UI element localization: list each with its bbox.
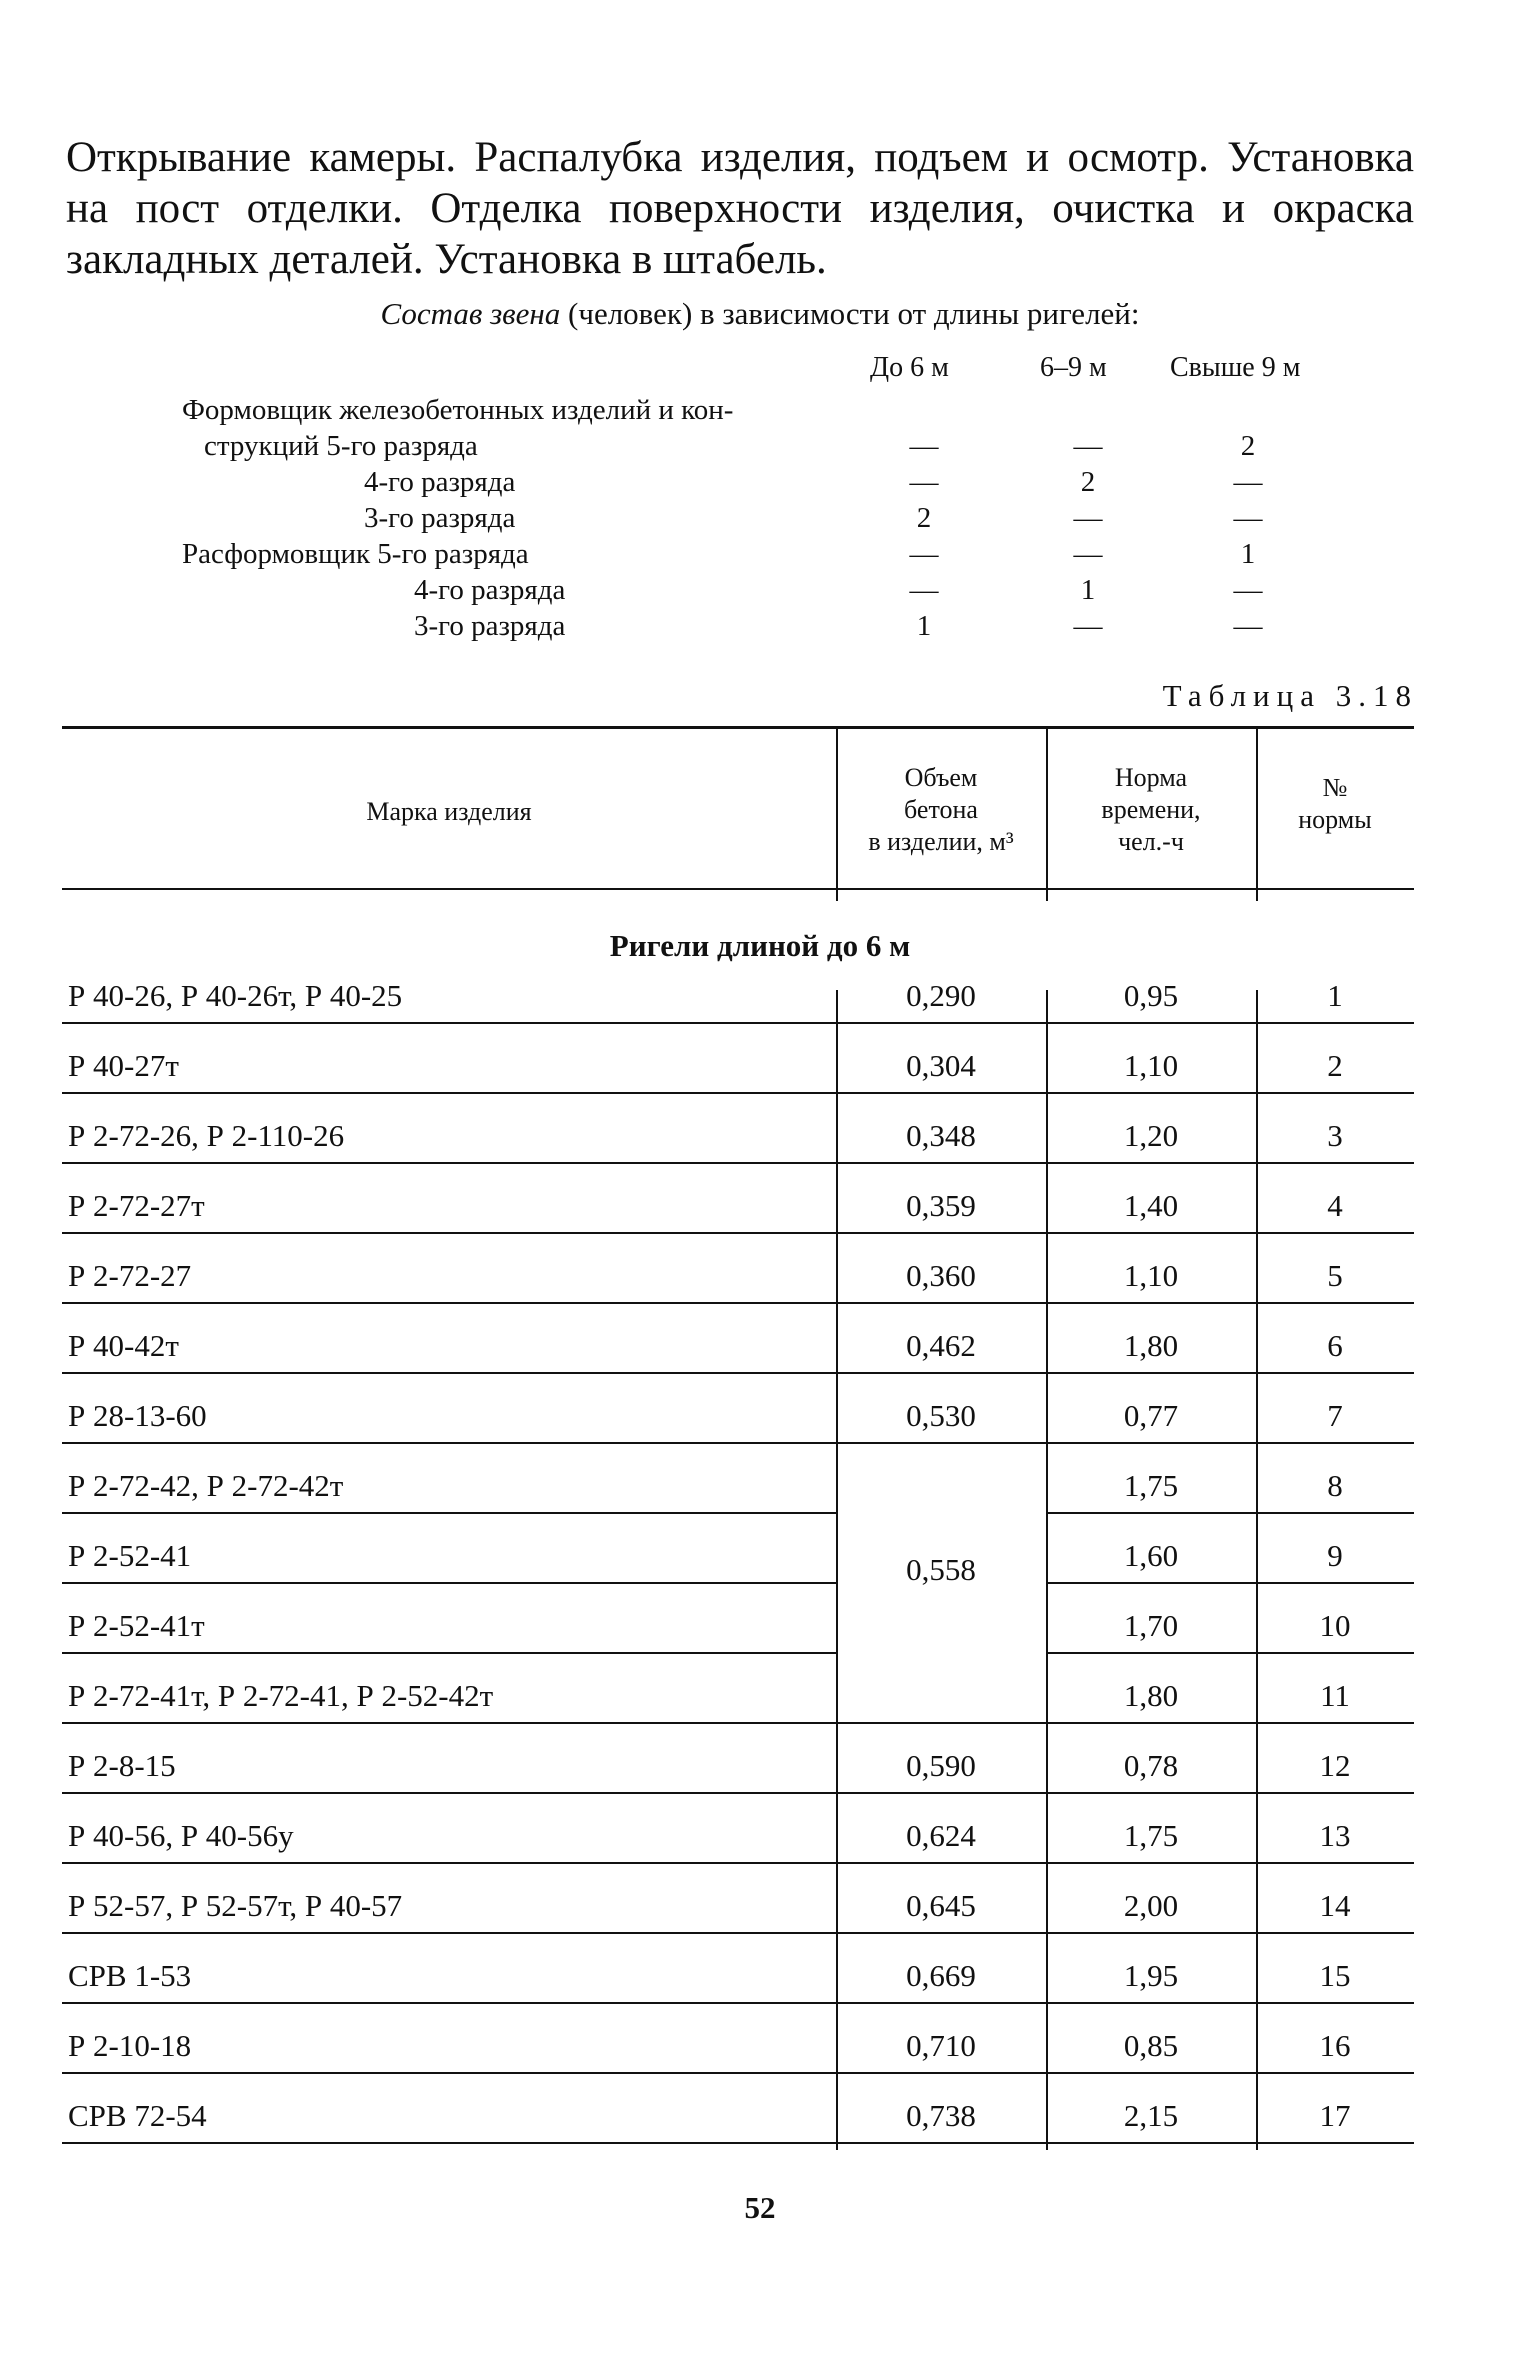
crew-row-label: 3-го разряда xyxy=(414,610,566,642)
cell-volume: 0,359 xyxy=(906,1188,976,1223)
crew-row-label: 3-го разряда xyxy=(364,502,516,534)
cell-volume: 0,624 xyxy=(906,1818,976,1853)
crew-value: — xyxy=(1073,430,1103,462)
crew-caption-italic: Состав звена xyxy=(380,296,561,331)
cell-number: 4 xyxy=(1327,1188,1343,1223)
cell-number: 6 xyxy=(1327,1328,1343,1363)
cell-number: 16 xyxy=(1319,2028,1351,2063)
cell-number: 2 xyxy=(1327,1048,1343,1083)
cell-mark: Р 2-72-41т, Р 2-72-41, Р 2-52-42т xyxy=(68,1678,494,1713)
crew-row-label: 4-го разряда xyxy=(364,466,516,498)
crew-value: — xyxy=(909,574,939,606)
header-number-line: нормы xyxy=(1298,805,1372,834)
cell-norm: 2,00 xyxy=(1123,1888,1179,1923)
row-rule xyxy=(1046,1512,1414,1514)
cell-mark: Р 2-72-42, Р 2-72-42т xyxy=(68,1468,344,1503)
crew-value: — xyxy=(1233,574,1263,606)
header-volume xyxy=(836,762,1046,858)
row-rule xyxy=(1046,1652,1414,1654)
crew-caption-rest: (человек) в зависимости от длины ригелей: xyxy=(560,296,1140,331)
cell-volume: 0,669 xyxy=(906,1958,976,1993)
cell-number: 3 xyxy=(1327,1118,1343,1153)
cell-norm: 1,75 xyxy=(1123,1818,1179,1853)
crew-value: 1 xyxy=(1080,574,1096,606)
cell-mark: Р 40-27т xyxy=(68,1048,179,1083)
cell-number: 8 xyxy=(1327,1468,1343,1503)
row-rule xyxy=(62,1512,836,1514)
cell-norm: 1,20 xyxy=(1123,1118,1179,1153)
crew-value: — xyxy=(1073,502,1103,534)
cell-norm: 1,80 xyxy=(1123,1328,1179,1363)
table-top-rule xyxy=(62,726,1414,729)
cell-mark: Р 2-10-18 xyxy=(68,2028,192,2063)
crew-row xyxy=(0,538,1520,574)
crew-value: — xyxy=(909,466,939,498)
cell-number: 10 xyxy=(1319,1608,1351,1643)
cell-mark: Р 40-26, Р 40-26т, Р 40-25 xyxy=(68,978,403,1013)
table-title: Таблица 3.18 xyxy=(1162,678,1418,713)
header-number xyxy=(1256,772,1414,836)
cell-number: 15 xyxy=(1319,1958,1351,1993)
cell-volume: 0,645 xyxy=(906,1888,976,1923)
crew-row xyxy=(0,466,1520,502)
cell-number: 17 xyxy=(1319,2098,1351,2133)
header-norm-line: времени, xyxy=(1101,795,1201,824)
crew-col-over-9: Свыше 9 м xyxy=(1170,352,1301,383)
crew-col-up-to-6: До 6 м xyxy=(870,352,949,383)
cell-mark: Р 2-52-41 xyxy=(68,1538,192,1573)
row-rule xyxy=(62,2142,1414,2144)
header-mark: Марка изделия xyxy=(366,797,532,826)
crew-caption xyxy=(0,296,1520,332)
header-norm-line: чел.-ч xyxy=(1118,827,1184,856)
header-volume-line: в изделии, м³ xyxy=(868,827,1014,856)
row-rule xyxy=(1046,1582,1414,1584)
crew-value: 2 xyxy=(1080,466,1096,498)
cell-volume: 0,348 xyxy=(906,1118,976,1153)
crew-value: — xyxy=(1233,610,1263,642)
crew-value: — xyxy=(909,538,939,570)
cell-mark: Р 40-42т xyxy=(68,1328,179,1363)
cell-volume: 0,462 xyxy=(906,1328,976,1363)
crew-row-label: Расформовщик 5-го разряда xyxy=(182,538,529,570)
cell-number: 9 xyxy=(1327,1538,1343,1573)
crew-value: — xyxy=(909,430,939,462)
cell-volume: 0,530 xyxy=(906,1398,976,1433)
cell-norm: 0,95 xyxy=(1123,978,1179,1013)
row-rule xyxy=(62,2002,1414,2004)
crew-value: 2 xyxy=(1240,430,1256,462)
cell-volume: 0,360 xyxy=(906,1258,976,1293)
cell-mark: Р 2-8-15 xyxy=(68,1748,176,1783)
row-rule xyxy=(62,1092,1414,1094)
row-rule xyxy=(62,1722,1414,1724)
row-rule xyxy=(62,1372,1414,1374)
row-rule xyxy=(62,1302,1414,1304)
header-volume-line: Объем xyxy=(904,763,978,792)
row-rule xyxy=(62,1232,1414,1234)
cell-norm: 1,10 xyxy=(1123,1258,1179,1293)
cell-mark: Р 2-52-41т xyxy=(68,1608,205,1643)
crew-value: 2 xyxy=(916,502,932,534)
crew-value: — xyxy=(1233,466,1263,498)
cell-norm: 1,40 xyxy=(1123,1188,1179,1223)
crew-col-6-9: 6–9 м xyxy=(1040,352,1107,383)
section-heading: Ригели длиной до 6 м xyxy=(609,928,911,963)
intro-paragraph: Открывание камеры. Распалубка изделия, подъем и осмотр. Установка на пост отделки. Отделка поверхности изделия, очистка и окраска закладных деталей. Установка в штабель. xyxy=(66,134,1414,283)
crew-row xyxy=(0,430,1520,466)
cell-number: 14 xyxy=(1319,1888,1351,1923)
crew-group1-heading xyxy=(0,394,1520,430)
cell-mark: Р 2-72-26, Р 2-110-26 xyxy=(68,1118,345,1153)
cell-norm: 1,70 xyxy=(1123,1608,1179,1643)
cell-volume: 0,738 xyxy=(906,2098,976,2133)
crew-row xyxy=(0,610,1520,646)
row-rule xyxy=(62,1862,1414,1864)
crew-value: — xyxy=(1073,610,1103,642)
crew-row xyxy=(0,502,1520,538)
page-number: 52 xyxy=(744,2190,776,2225)
crew-row-label: струкций 5-го разряда xyxy=(204,430,478,462)
cell-norm: 2,15 xyxy=(1123,2098,1179,2133)
cell-norm: 1,60 xyxy=(1123,1538,1179,1573)
crew-value: — xyxy=(1233,502,1263,534)
row-rule xyxy=(62,1162,1414,1164)
row-rule xyxy=(62,1932,1414,1934)
crew-value: 1 xyxy=(916,610,932,642)
row-rule xyxy=(62,1792,1414,1794)
header-norm-line: Норма xyxy=(1114,763,1188,792)
cell-mark: СРВ 1-53 xyxy=(68,1958,192,1993)
row-rule xyxy=(62,2072,1414,2074)
cell-norm: 1,95 xyxy=(1123,1958,1179,1993)
cell-volume: 0,590 xyxy=(906,1748,976,1783)
cell-norm: 0,78 xyxy=(1123,1748,1179,1783)
cell-mark: Р 52-57, Р 52-57т, Р 40-57 xyxy=(68,1888,403,1923)
header-number-line: № xyxy=(1322,773,1348,802)
cell-number: 1 xyxy=(1327,978,1343,1013)
cell-mark: Р 2-72-27 xyxy=(68,1258,192,1293)
cell-volume-merged: 0,558 xyxy=(906,1552,976,1587)
header-norm xyxy=(1046,762,1256,858)
cell-mark: Р 2-72-27т xyxy=(68,1188,205,1223)
row-rule xyxy=(62,1652,836,1654)
cell-mark: СРВ 72-54 xyxy=(68,2098,207,2133)
cell-number: 5 xyxy=(1327,1258,1343,1293)
row-rule xyxy=(62,1582,836,1584)
header-volume-line: бетона xyxy=(904,795,978,824)
cell-volume: 0,290 xyxy=(906,978,976,1013)
crew-value: 1 xyxy=(1240,538,1256,570)
crew-row xyxy=(0,574,1520,610)
cell-number: 7 xyxy=(1327,1398,1343,1433)
cell-number: 13 xyxy=(1319,1818,1351,1853)
cell-mark: Р 40-56, Р 40-56у xyxy=(68,1818,294,1853)
cell-number: 11 xyxy=(1320,1678,1350,1713)
cell-norm: 1,75 xyxy=(1123,1468,1179,1503)
crew-group1-line1: Формовщик железобетонных изделий и кон- xyxy=(182,394,734,426)
crew-value: — xyxy=(1073,538,1103,570)
row-rule xyxy=(62,1442,1414,1444)
row-rule xyxy=(62,1022,1414,1024)
table-header-rule xyxy=(62,888,1414,890)
cell-norm: 0,85 xyxy=(1123,2028,1179,2063)
cell-volume: 0,710 xyxy=(906,2028,976,2063)
cell-norm: 1,10 xyxy=(1123,1048,1179,1083)
cell-mark: Р 28-13-60 xyxy=(68,1398,207,1433)
crew-row-label: 4-го разряда xyxy=(414,574,566,606)
cell-norm: 1,80 xyxy=(1123,1678,1179,1713)
cell-volume: 0,304 xyxy=(906,1048,976,1083)
cell-number: 12 xyxy=(1319,1748,1351,1783)
cell-norm: 0,77 xyxy=(1123,1398,1179,1433)
